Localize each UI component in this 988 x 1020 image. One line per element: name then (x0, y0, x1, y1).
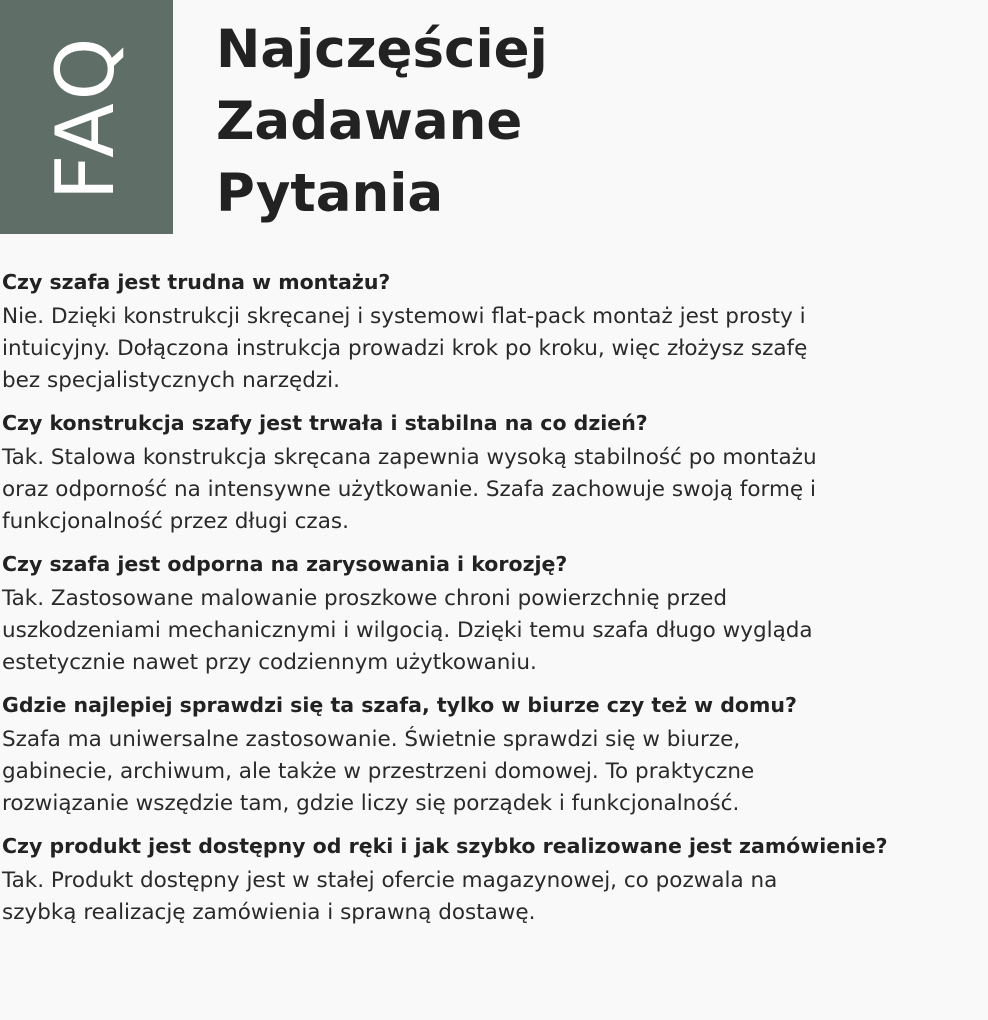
faq-answer-line: estetycznie nawet przy codziennym użytkowaniu. (2, 650, 537, 675)
faq-item (2, 266, 986, 397)
faq-answer (2, 583, 986, 679)
faq-answer-line: Tak. Zastosowane malowanie proszkowe chroni powierzchnię przed (2, 586, 728, 611)
page-title-line: Zadawane (216, 91, 523, 152)
faq-answer (2, 442, 986, 538)
faq-answer-line: Szafa ma uniwersalne zastosowanie. Świetnie sprawdzi się w biurze, (2, 727, 741, 752)
faq-question: Czy konstrukcja szafy jest trwała i stabilna na co dzień? (2, 411, 648, 435)
faq-question: Czy szafa jest trudna w montażu? (2, 270, 391, 294)
faq-badge-label: FAQ (39, 33, 132, 201)
faq-answer (2, 301, 986, 397)
page-title (216, 14, 548, 230)
faq-answer-line: uszkodzeniami mechanicznymi i wilgocią. Dzięki temu szafa długo wygląda (2, 618, 813, 643)
faq-answer (2, 724, 986, 820)
faq-answer-line: Tak. Produkt dostępny jest w stałej ofercie magazynowej, co pozwala na (2, 868, 778, 893)
faq-item (2, 830, 986, 929)
faq-answer-line: Nie. Dzięki konstrukcji skręcanej i systemowi flat-pack montaż jest prosty i (2, 304, 806, 329)
faq-list (2, 266, 986, 939)
faq-answer-line: Tak. Stalowa konstrukcja skręcana zapewnia wysoką stabilność po montażu (2, 445, 817, 470)
faq-answer-line: intuicyjny. Dołączona instrukcja prowadzi krok po kroku, więc złożysz szafę (2, 336, 808, 361)
faq-answer-line: bez specjalistycznych narzędzi. (2, 368, 340, 393)
faq-answer (2, 865, 986, 929)
faq-answer-line: oraz odporność na intensywne użytkowanie. Szafa zachowuje swoją formę i (2, 477, 816, 502)
faq-answer-line: rozwiązanie wszędzie tam, gdzie liczy się porządek i funkcjonalność. (2, 791, 740, 816)
faq-answer-line: gabinecie, archiwum, ale także w przestrzeni domowej. To praktyczne (2, 759, 755, 784)
faq-question: Czy szafa jest odporna na zarysowania i korozję? (2, 552, 568, 576)
faq-question: Gdzie najlepiej sprawdzi się ta szafa, tylko w biurze czy też w domu? (2, 693, 797, 717)
faq-badge (0, 0, 173, 234)
faq-answer-line: funkcjonalność przez długi czas. (2, 509, 349, 534)
page-title-line: Najczęściej (216, 19, 548, 80)
page-title-line: Pytania (216, 163, 444, 224)
faq-item (2, 407, 986, 538)
faq-item (2, 689, 986, 820)
faq-question: Czy produkt jest dostępny od ręki i jak szybko realizowane jest zamówienie? (2, 834, 888, 858)
faq-answer-line: szybką realizację zamówienia i sprawną dostawę. (2, 900, 536, 925)
faq-item (2, 548, 986, 679)
